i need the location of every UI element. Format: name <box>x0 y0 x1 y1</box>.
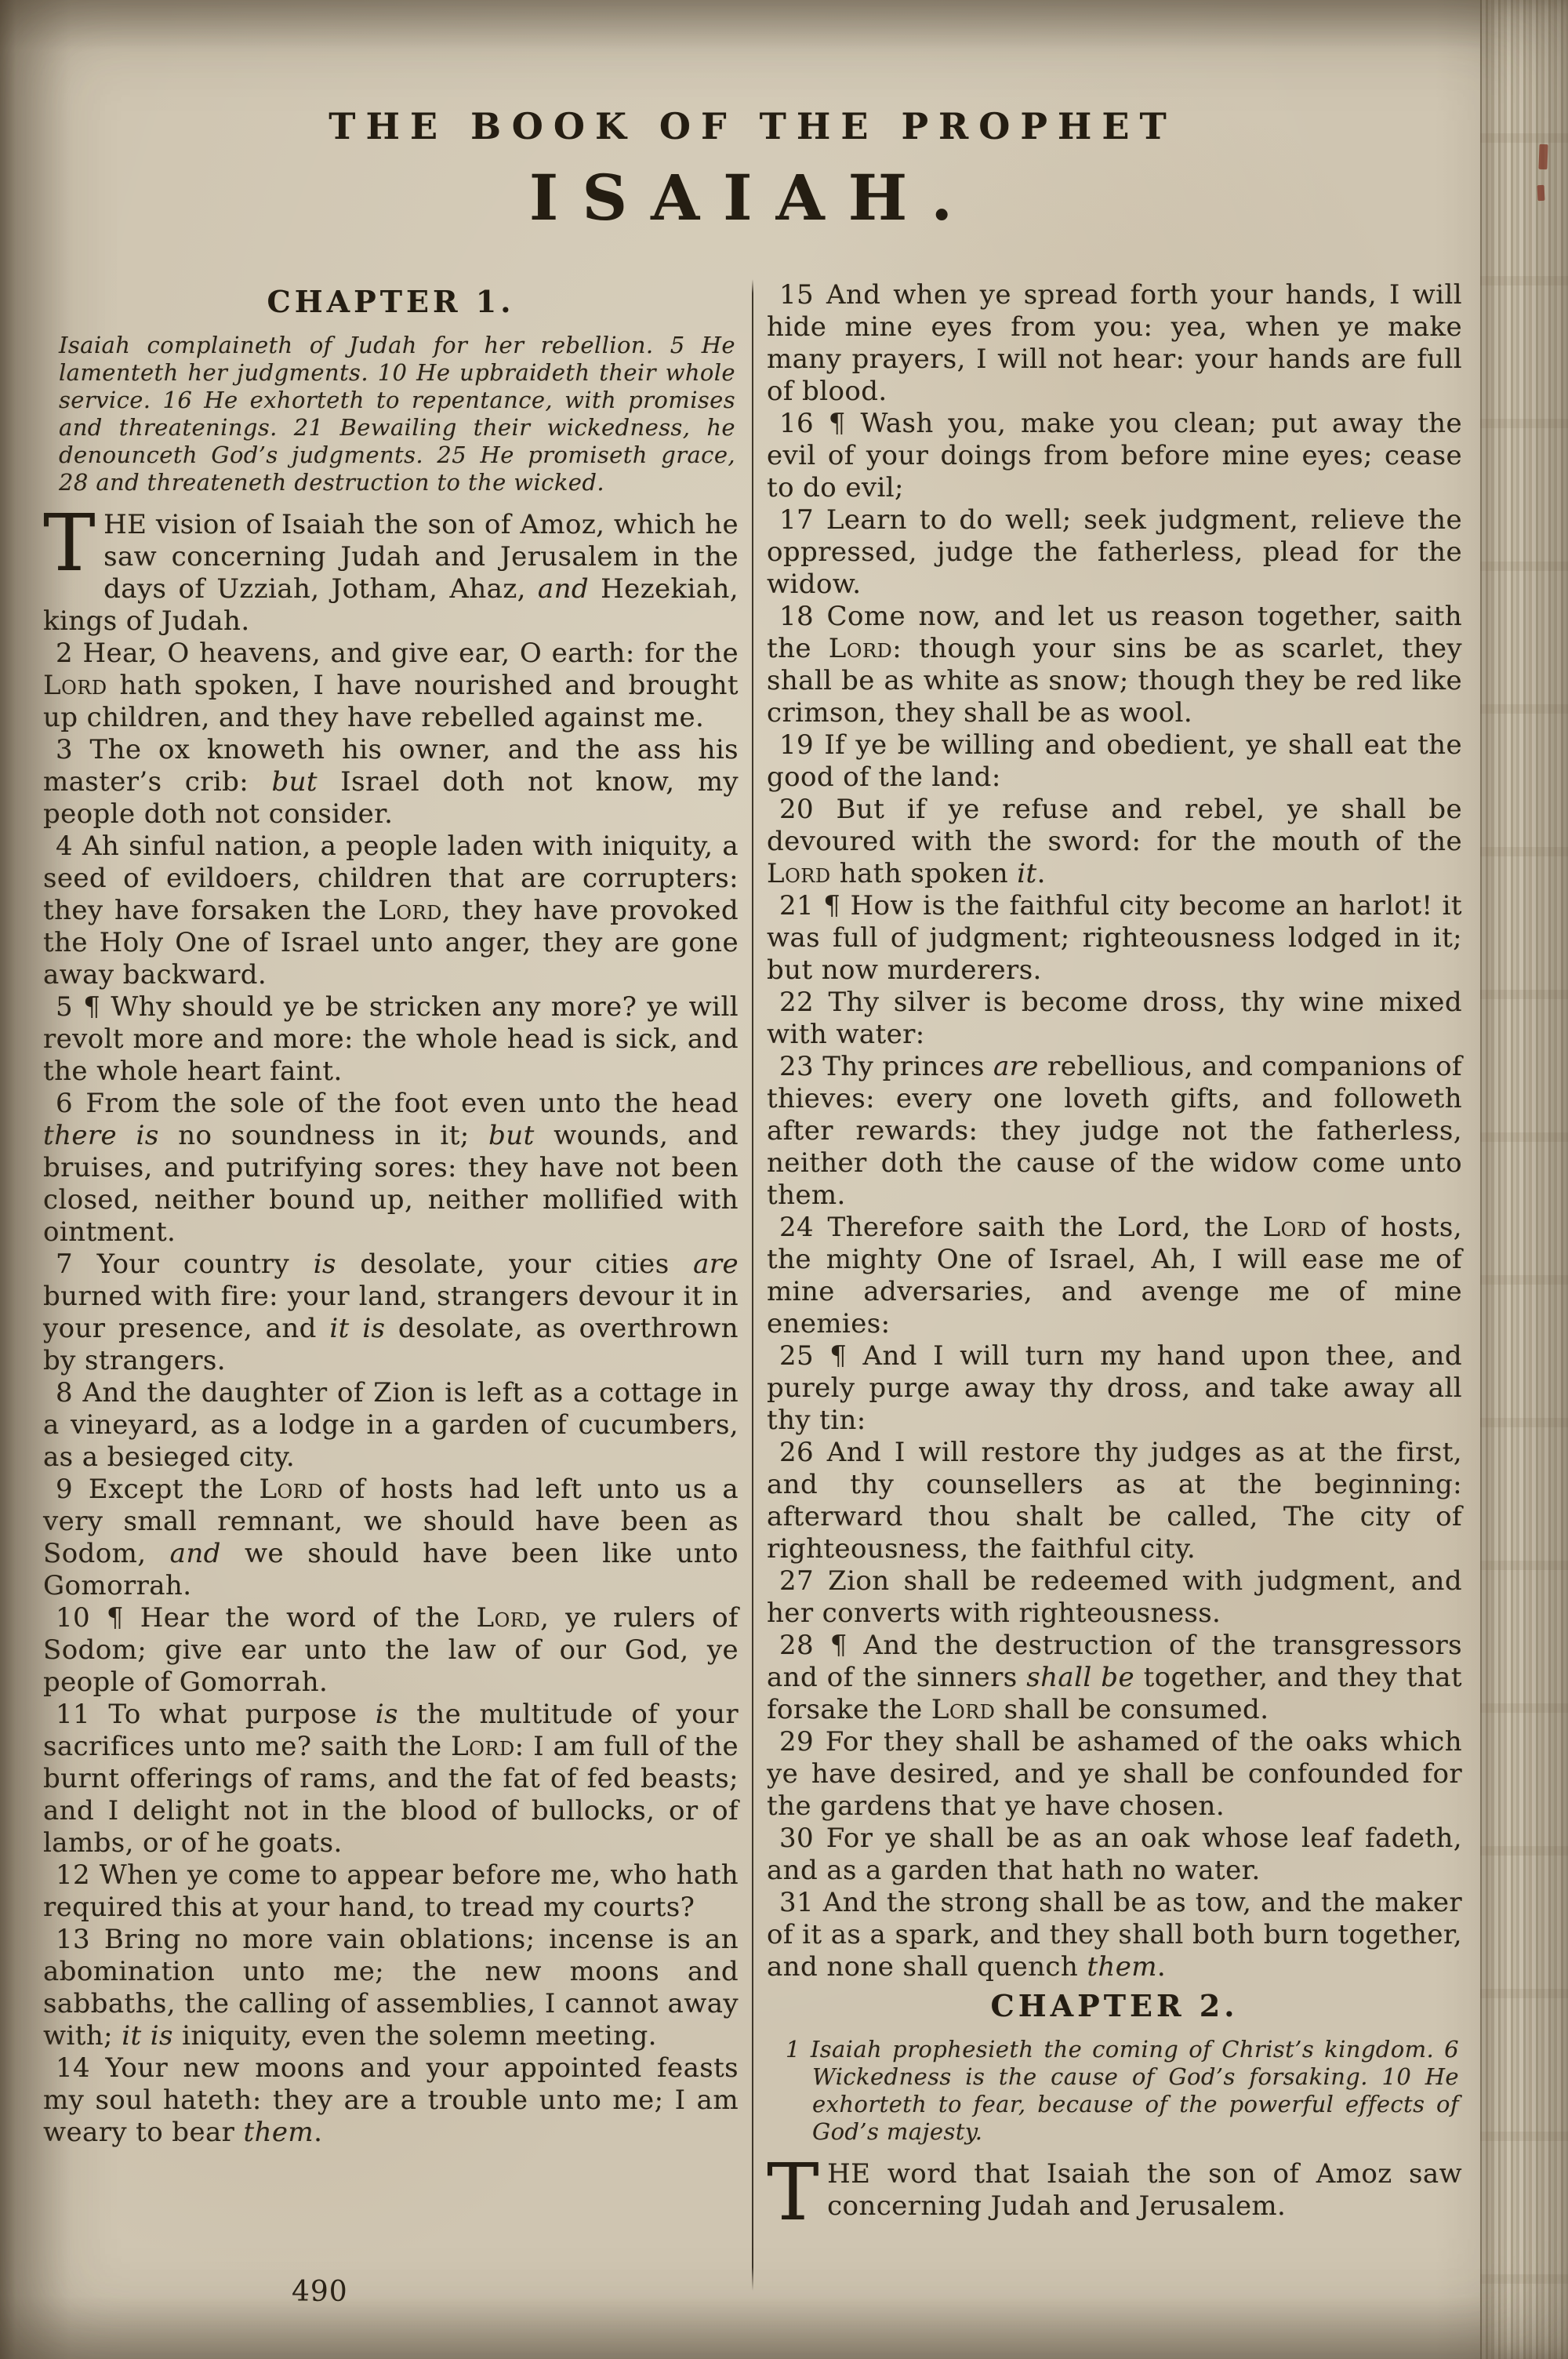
verse-number: 25 <box>779 1339 815 1372</box>
chapter-1-verse-19: 19 If ye be willing and obedient, ye shall eat the good of the land: <box>767 729 1462 793</box>
left-column <box>43 279 739 2291</box>
chapter-2-summary: 1 Isaiah prophesieth the coming of Christ’s kingdom. 6 Wickedness is the cause of God’s forsaking. 10 He exhorteth to fear, because of the powerful effects of God’s majesty. <box>786 2035 1459 2145</box>
drop-cap: T <box>43 496 96 589</box>
series-title: THE BOOK OF THE PROPHET <box>328 105 1177 147</box>
chapter-1-summary: Isaiah complaineth of Judah for her rebellion. 5 He lamenteth her judgments. 10 He upbraideth their whole service. 16 He exhorteth to repentance, with promises and threatenings. 21 Bewailing their wickedness, he denounceth God’s judgments. 25 He promiseth grace, 28 and threateneth destruction to the wicked. <box>59 331 735 496</box>
chapter-1-verse-15: 15 And when ye spread forth your hands, I will hide mine eyes from you: yea, when ye make many prayers, I will not hear: your hands are full of blood. <box>767 278 1462 407</box>
chapter-1-verse-6: 6 From the sole of the foot even unto the head there is no soundness in it; but wounds, and bruises, and putrifying sores: they have not been closed, neither bound up, neither mollified with ointment. <box>43 1087 739 1248</box>
chapter-1-verse-8: 8 And the daughter of Zion is left as a cottage in a vineyard, as a lodge in a garden of cucumbers, as a besieged city. <box>43 1376 739 1473</box>
chapter-1-verse-22: 22 Thy silver is become dross, thy wine mixed with water: <box>767 986 1462 1050</box>
column-divider <box>752 279 753 2291</box>
chapter-1-verse-3: 3 The ox knoweth his owner, and the ass his master’s crib: but Israel doth not know, my people doth not consider. <box>43 733 739 830</box>
chapter-1-verse-20: 20 But if ye refuse and rebel, ye shall be devoured with the sword: for the mouth of the Lord hath spoken it. <box>767 793 1462 889</box>
page-edge-red-mark <box>1538 144 1548 169</box>
verse-number: 6 <box>56 1087 74 1119</box>
chapter-1-verse-31: 31 And the strong shall be as tow, and the maker of it as a spark, and they shall both burn together, and none shall quench them. <box>767 1886 1462 1983</box>
verse-number: 4 <box>56 830 74 862</box>
page-edge-red-mark <box>1537 185 1544 201</box>
chapter-2-heading: CHAPTER 2. <box>990 1987 1239 2023</box>
verse-number: 5 <box>56 990 74 1023</box>
chapter-1-verse-10: 10 ¶ Hear the word of the Lord, ye rulers of Sodom; give ear unto the law of our God, ye people of Gomorrah. <box>43 1601 739 1698</box>
verse-number: 21 <box>779 889 815 921</box>
chapter-1-verse-29: 29 For they shall be ashamed of the oaks which ye have desired, and ye shall be confounded for the gardens that ye have chosen. <box>767 1725 1462 1822</box>
verse-number: 24 <box>779 1211 815 1243</box>
chapter-1-verse-12: 12 When ye come to appear before me, who hath required this at your hand, to tread my courts? <box>43 1859 739 1923</box>
chapter-1-verse-26: 26 And I will restore thy judges as at the first, and thy counsellers as at the beginning: afterward thou shalt be called, The city of righteousness, the faithful city. <box>767 1436 1462 1565</box>
chapter-1-verse-25: 25 ¶ And I will turn my hand upon thee, and purely purge away thy dross, and take away all thy tin: <box>767 1339 1462 1436</box>
chapter-1-verse-7: 7 Your country is desolate, your cities are burned with fire: your land, strangers devour it in your presence, and it is desolate, as overthrown by strangers. <box>43 1248 739 1376</box>
verse-number: 27 <box>779 1565 815 1597</box>
page-number: 490 <box>292 2276 348 2308</box>
verse-number: 18 <box>779 600 815 632</box>
verse-number: 7 <box>56 1248 74 1280</box>
chapter-2-verse-1: THE word that Isaiah the son of Amoz saw concerning Judah and Jerusalem. <box>767 2146 1462 2238</box>
verse-number: 17 <box>779 503 815 536</box>
verse-number: 29 <box>779 1725 815 1757</box>
verse-number: 9 <box>56 1473 74 1505</box>
chapter-1-verse-16: 16 ¶ Wash you, make you clean; put away the evil of your doings from before mine eyes; cease to do evil; <box>767 407 1462 503</box>
chapter-1-verse-5: 5 ¶ Why should ye be stricken any more? ye will revolt more and more: the whole head is sick, and the whole heart faint. <box>43 990 739 1087</box>
verse-number: 26 <box>779 1436 815 1468</box>
verse-number: 30 <box>779 1822 815 1854</box>
chapter-1-heading: CHAPTER 1. <box>267 283 515 319</box>
verse-number: 22 <box>779 986 815 1018</box>
verse-number: 23 <box>779 1050 815 1082</box>
chapter-1-verse-4: 4 Ah sinful nation, a people laden with iniquity, a seed of evildoers, children that are corrupters: they have forsaken the Lord, they have provoked the Holy One of Israel unto anger, they are gone away backward. <box>43 830 739 990</box>
verse-number: 20 <box>779 793 815 825</box>
book-title: ISAIAH. <box>528 160 977 234</box>
chapter-1-verse-14: 14 Your new moons and your appointed feasts my soul hateth: they are a trouble unto me; I am weary to bear them. <box>43 2052 739 2148</box>
chapter-1-verse-11: 11 To what purpose is the multitude of your sacrifices unto me? saith the Lord: I am full of the burnt offerings of rams, and the fat of fed beasts; and I delight not in the blood of bullocks, or of lambs, or of he goats. <box>43 1698 739 1859</box>
verse-number: 2 <box>56 637 74 669</box>
verse-number: 12 <box>56 1859 91 1891</box>
verse-number: 13 <box>56 1923 91 1955</box>
verse-number: 16 <box>779 407 815 439</box>
chapter-1-verse-28: 28 ¶ And the destruction of the transgressors and of the sinners shall be together, and they that forsake the Lord shall be consumed. <box>767 1629 1462 1725</box>
page-edge-texture <box>1480 0 1568 2359</box>
verse-number: 31 <box>779 1886 815 1918</box>
verse-number: 28 <box>779 1629 815 1661</box>
verse-number: 15 <box>779 278 815 311</box>
chapter-1-verse-23: 23 Thy princes are rebellious, and companions of thieves: every one loveth gifts, and followeth after rewards: they judge not the fatherless, neither doth the cause of the widow come unto them. <box>767 1050 1462 1211</box>
verse-number: 14 <box>56 2052 91 2084</box>
drop-cap: T <box>767 2146 820 2238</box>
verse-number: 10 <box>56 1601 91 1634</box>
right-column <box>767 279 1462 2291</box>
chapter-1-verse-24: 24 Therefore saith the Lord, the Lord of hosts, the mighty One of Israel, Ah, I will ease me of mine adversaries, and avenge me of mine enemies: <box>767 1211 1462 1339</box>
chapter-1-verse-30: 30 For ye shall be as an oak whose leaf fadeth, and as a garden that hath no water. <box>767 1822 1462 1886</box>
verse-number: 11 <box>56 1698 91 1730</box>
chapter-1-verse-18: 18 Come now, and let us reason together, saith the Lord: though your sins be as scarlet, they shall be as white as snow; though they be red like crimson, they shall be as wool. <box>767 600 1462 729</box>
chapter-1-verse-27: 27 Zion shall be redeemed with judgment, and her converts with righteousness. <box>767 1565 1462 1629</box>
text-columns <box>43 279 1462 2291</box>
page-content <box>43 0 1462 2291</box>
verse-number: 19 <box>779 729 815 761</box>
verse-number: 3 <box>56 733 74 765</box>
chapter-1-verse-1: THE vision of Isaiah the son of Amoz, which he saw concerning Judah and Jerusalem in the days of Uzziah, Jotham, Ahaz, and Hezekiah, kings of Judah. <box>43 496 739 637</box>
verse-number: 8 <box>56 1376 74 1408</box>
chapter-1-verse-13: 13 Bring no more vain oblations; incense is an abomination unto me; the new moons and sabbaths, the calling of assemblies, I cannot away with; it is iniquity, even the solemn meeting. <box>43 1923 739 2052</box>
chapter-1-verse-17: 17 Learn to do well; seek judgment, relieve the oppressed, judge the fatherless, plead for the widow. <box>767 503 1462 600</box>
chapter-1-verse-9: 9 Except the Lord of hosts had left unto us a very small remnant, we should have been as Sodom, and we should have been like unto Gomorrah. <box>43 1473 739 1601</box>
chapter-1-verse-21: 21 ¶ How is the faithful city become an harlot! it was full of judgment; righteousness lodged in it; but now murderers. <box>767 889 1462 986</box>
chapter-1-verse-2: 2 Hear, O heavens, and give ear, O earth: for the Lord hath spoken, I have nourished and brought up children, and they have rebelled against me. <box>43 637 739 733</box>
